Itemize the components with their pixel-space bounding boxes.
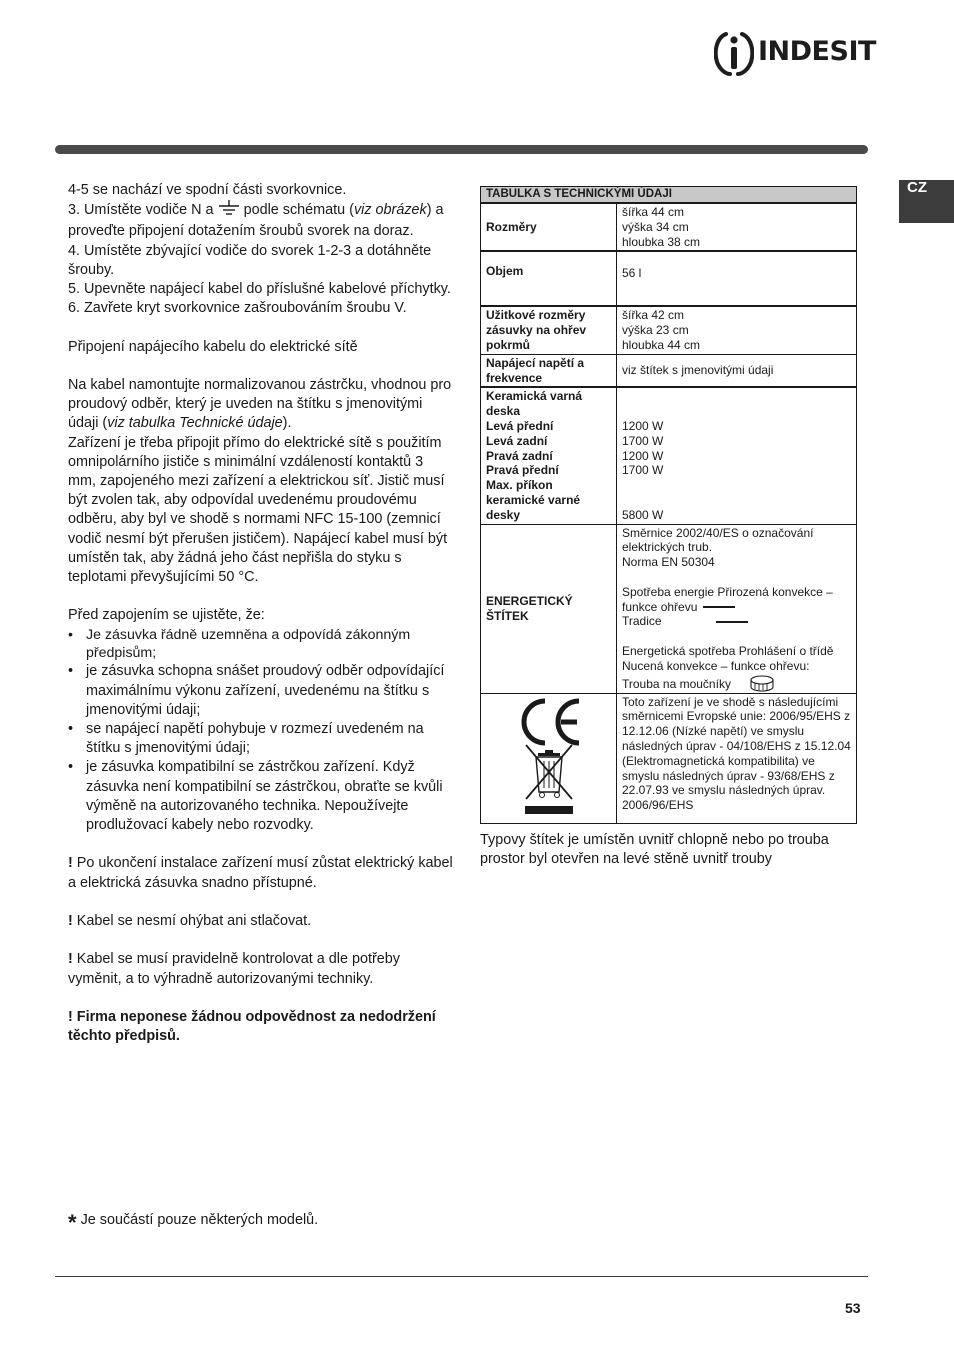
ground-symbol-icon	[218, 200, 240, 222]
row-label: Objem	[481, 251, 617, 306]
warning-note	[68, 950, 453, 988]
footnote	[68, 1210, 318, 1236]
warning-note	[68, 912, 453, 931]
text-span: Kabel se nesmí ohýbat ani stlačovat.	[72, 913, 312, 930]
row-value	[617, 524, 857, 693]
pastry-oven-icon	[748, 674, 776, 692]
label-line: Levá přední	[486, 418, 554, 433]
text-span: 3. Umístěte vodiče N a	[68, 202, 218, 219]
text-span: Po ukončení instalace zařízení musí zůstat elektrický kabel a elektrická zásuvka snadno přístupné.	[68, 855, 453, 891]
row-value: viz štítek s jmenovitými údaji	[617, 354, 857, 387]
value-line	[622, 674, 852, 692]
warning-mark: !	[68, 1009, 73, 1026]
paragraph: Zařízení je třeba připojit přímo do elektrické sítě s použitím omnipolárního jističe s minimální vzdáleností kontaktů 3 mm, zapojeného mezi zařízení a elektrickou síť. Jistič musí být zvolen tak, aby odpovídal uvedenému proudovému odběru, aby byl ve shodě s normami NFC 15-100 (zemnicí vodič nesmí být přerušen jističem). Napájecí kabel musí být umístěn tak, aby žádná jeho část nepřišla do styku s teplotami převyšujícími 50 °C.	[68, 434, 448, 586]
value-line: 1700 W	[622, 463, 664, 478]
value-line: hloubka 38 cm	[622, 234, 701, 249]
technical-data-table	[480, 186, 857, 824]
value-line: šířka 44 cm	[622, 205, 685, 219]
label-line: Pravá zadní	[486, 448, 553, 463]
value-line	[622, 585, 852, 615]
page-number: 53	[845, 1300, 861, 1316]
table-row	[481, 306, 857, 354]
text-span: viz tabulka Technické údaje	[107, 415, 283, 432]
row-value	[617, 387, 857, 524]
text-span: ) a proveďte připojení dotažením šroubů svorek na doraz.	[68, 202, 444, 240]
value-line: Směrnice 2002/40/ES o označování elektrických trub.	[622, 525, 814, 555]
paragraph	[68, 200, 453, 241]
label-line: Levá zadní	[486, 433, 548, 448]
list-item: • je zásuvka schopna snášet proudový odběr odpovídající maximálnímu výkonu zařízení, uvedenému na štítku s jmenovitými údaji;	[68, 662, 453, 720]
warning-mark: !	[68, 951, 73, 968]
list-item: • se napájecí napětí pohybuje v rozmezí uvedeném na štítku s jmenovitými údaji;	[68, 720, 453, 758]
paragraph: Typovy štítek je umístěn uvnitř chlopně nebo po trouba prostor byl otevřen na levé stěně uvnitř trouby	[480, 832, 829, 868]
asterisk: *	[68, 1210, 77, 1235]
value-line: Energetická spotřeba Prohlášení o třídě Nucená konvekce – funkce ohřevu:	[622, 643, 834, 673]
label-line: Keramická varná deska	[486, 389, 583, 419]
text-span: ).	[282, 415, 292, 432]
language-tab: CZ	[899, 180, 954, 223]
row-value: Toto zařízení je ve shodě s následujícími směrnicemi Evropské unie: 2006/95/EHS z 12.12.06 (Nízké napětí) ve smyslu následných úprav - 04/108/EHS z 15.12.04 (Elektromagnetická kompatibilita) ve smyslu následných úprav - 93/68/EHS z 22.07.93 ve smyslu následných úprav. 2006/96/EHS	[617, 693, 857, 824]
ce-mark-icon	[514, 695, 584, 819]
table-row	[481, 524, 857, 693]
warning-note	[68, 1008, 453, 1046]
paragraph: 4-5 se nachází ve spodní části svorkovnice.	[68, 182, 347, 198]
warning-mark: !	[68, 913, 73, 930]
row-label	[481, 387, 617, 524]
table-row	[481, 203, 857, 251]
table-row	[481, 251, 857, 306]
section-heading: Připojení napájecího kabelu do elektrické sítě	[68, 338, 358, 355]
text-span: Spotřeba energie Přirozená konvekce – funkce ohřevu	[622, 584, 833, 614]
row-value: 56 l	[617, 251, 857, 306]
row-label: Užitkové rozměry zásuvky na ohřev pokrmů	[481, 306, 617, 354]
text-span: Tradice	[622, 614, 662, 629]
energy-class-bar	[716, 621, 748, 623]
table-row	[481, 693, 857, 824]
value-line	[622, 614, 852, 629]
table-header-row	[481, 187, 857, 204]
text-span: podle schématu (	[239, 202, 354, 219]
paragraph: Před zapojením se ujistěte, že:	[68, 607, 265, 624]
value-line: 1200 W	[622, 448, 664, 463]
warning-note	[68, 854, 453, 892]
text-span: Kabel se musí pravidelně kontrolovat a dle potřeby vyměnit, a to výhradně autorizovanými techniky.	[68, 951, 400, 987]
footnote-text: Je součástí pouze některých modelů.	[80, 1212, 319, 1228]
paragraph	[68, 376, 453, 434]
row-label: ENERGETICKÝ ŠTÍTEK	[481, 524, 617, 693]
table-row	[481, 354, 857, 387]
value-line: výška 23 cm	[622, 323, 689, 338]
paragraph: 5. Upevněte napájecí kabel do příslušné kabelové příchytky.	[68, 281, 451, 298]
value-line: hloubka 44 cm	[622, 337, 701, 352]
list-item: • je zásuvka kompatibilní se zástrčkou zařízení. Když zásuvka není kompatibilní se zástrčkou, obraťte se kvůli výměně na autorizovaného technika. Nepoužívejte prodlužovací kabely nebo rozvodky.	[68, 758, 453, 835]
value-line: Norma EN 50304	[622, 555, 715, 570]
text-span: viz obrázek	[353, 202, 427, 219]
logo-emblem-icon	[714, 30, 754, 76]
weee-bin-icon	[525, 745, 573, 814]
row-label: Napájecí napětí a frekvence	[481, 354, 617, 387]
left-column-text	[68, 181, 453, 1046]
paragraph: 6. Zavřete kryt svorkovnice zašroubováním šroubu V.	[68, 300, 407, 317]
compliance-symbols	[481, 693, 617, 824]
text-span: Trouba na moučníky	[622, 676, 731, 691]
header-divider-bar	[55, 145, 868, 154]
value-line: 1200 W	[622, 418, 664, 433]
list-item: • Je zásuvka řádně uzemněna a odpovídá zákonným předpisům;	[68, 626, 453, 663]
value-line: 1700 W	[622, 433, 664, 448]
energy-class-bar	[703, 606, 735, 608]
warning-mark: !	[68, 855, 73, 872]
label-line: Pravá přední	[486, 463, 559, 478]
value-line: výška 34 cm	[622, 219, 689, 234]
text-span: Firma neponese žádnou odpovědnost za nedodržení těchto předpisů.	[68, 1009, 436, 1045]
footer-divider	[55, 1276, 868, 1277]
table-title: TABULKA S TECHNICKÝMI ÚDAJI	[481, 187, 857, 204]
brand-wordmark: INDESIT	[758, 36, 876, 67]
row-value	[617, 306, 857, 354]
paragraph: 4. Umístěte zbývající vodiče do svorek 1-2-3 a dotáhněte šrouby.	[68, 242, 432, 278]
row-label: Rozměry	[481, 203, 617, 251]
indesit-logo	[714, 30, 874, 76]
label-line: Max. příkon keramické varné desky	[486, 478, 581, 522]
text-span: Na kabel namontujte normalizovanou zástrčku, vhodnou pro proudový odběr, který je uveden na štítku s jmenovitými údaji (	[68, 377, 452, 432]
checklist	[68, 626, 453, 836]
value-line: 5800 W	[622, 507, 664, 522]
table-row	[481, 387, 857, 524]
value-line: šířka 42 cm	[622, 308, 685, 323]
row-value	[617, 203, 857, 251]
